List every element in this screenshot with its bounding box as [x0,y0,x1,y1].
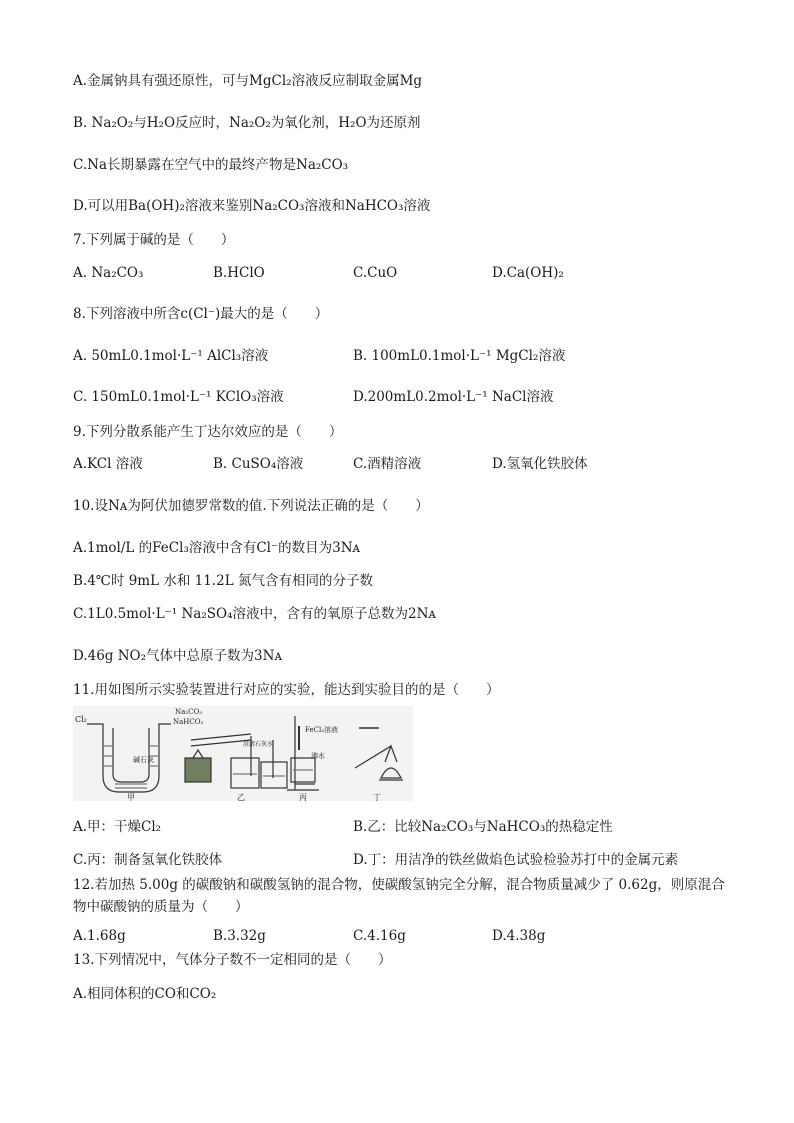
q6-option-c: C.Na长期暴露在空气中的最终产物是Na₂CO₃ [73,157,349,173]
q11-option-c: C.丙：制备氢氧化铁胶体 [73,852,223,868]
q11-apparatus-figure [73,706,413,801]
q7-option-c: C.CuO [353,265,398,281]
q8-options-row2 [73,388,733,408]
label-cl2: Cl₂ [75,715,87,724]
q12-options [73,927,733,947]
q10-option-a: A.1mol/L 的FeCl₃溶液中含有Cl⁻的数目为3Nᴀ [73,540,361,556]
q11-option-b: B.乙：比较Na₂CO₃与NaHCO₃的热稳定性 [353,819,613,835]
q7-option-b: B.HClO [213,265,265,281]
q13-stem: 13.下列情况中，气体分子数不一定相同的是（ ） [73,952,392,968]
label-soda-lime: 碱石灰 [133,756,154,764]
q11-option-a: A.甲：干燥Cl₂ [73,819,162,835]
label-ding: 丁 [373,793,381,801]
label-yi: 乙 [237,793,245,801]
label-boiling-water: 沸水 [311,752,325,760]
label-limewater: 澄清石灰水 [243,741,274,748]
q9-option-c: C.酒精溶液 [353,456,422,472]
q11-stem: 11.用如图所示实验装置进行对应的实验，能达到实验目的的是（ ） [73,682,500,698]
q12-option-d: D.4.38g [492,928,546,944]
q10-option-b: B.4℃时 9mL 水和 11.2L 氮气含有相同的分子数 [73,573,373,589]
q7-option-d: D.Ca(OH)₂ [492,265,564,281]
q12-option-b: B.3.32g [213,928,266,944]
label-bing: 丙 [299,793,307,801]
q12-stem: 12.若加热 5.00g 的碳酸钠和碳酸氢钠的混合物，使碳酸氢钠完全分解，混合物质量减少了 0.62g，则原混合物中碳酸钠的质量为（ ） [73,877,725,915]
q8-option-c: C. 150mL0.1mol·L⁻¹ KClO₃溶液 [73,389,284,405]
q8-options-row1 [73,347,733,367]
q11-option-d: D.丁：用洁净的铁丝做焰色试验检验苏打中的金属元素 [353,852,679,868]
label-fecl3: FeCl₃溶液 [305,726,339,734]
q11-options-row2 [73,851,733,871]
q7-options [73,264,733,284]
q6-option-d: D.可以用Ba(OH)₂溶液来鉴别Na₂CO₃溶液和NaHCO₃溶液 [73,198,431,214]
label-jia: 甲 [127,793,135,801]
q8-option-a: A. 50mL0.1mol·L⁻¹ AlCl₃溶液 [73,348,269,364]
q6-option-a: A.金属钠具有强还原性，可与MgCl₂溶液反应制取金属Mg [73,73,423,89]
label-na2co3: Na₂CO₃ [175,708,203,716]
q9-option-b: B. CuSO₄溶液 [213,456,304,472]
q9-stem: 9.下列分散系能产生丁达尔效应的是（ ） [73,424,343,440]
q12-option-a: A.1.68g [73,928,126,944]
q8-option-b: B. 100mL0.1mol·L⁻¹ MgCl₂溶液 [353,348,566,364]
q7-option-a: A. Na₂CO₃ [73,265,144,281]
q7-stem: 7.下列属于碱的是（ ） [73,232,235,248]
q10-stem: 10.设Nᴀ为阿伏加德罗常数的值.下列说法正确的是（ ） [73,498,429,514]
q8-option-d: D.200mL0.2mol·L⁻¹ NaCl溶液 [353,389,554,405]
q11-options-row1 [73,818,733,838]
q12-option-c: C.4.16g [353,928,406,944]
label-nahco3: NaHCO₃ [173,718,204,726]
q6-option-b: B. Na₂O₂与H₂O反应时，Na₂O₂为氧化剂，H₂O为还原剂 [73,115,421,131]
q13-option-a: A.相同体积的CO和CO₂ [73,986,217,1002]
q10-option-c: C.1L0.5mol·L⁻¹ Na₂SO₄溶液中，含有的氧原子总数为2Nᴀ [73,606,437,622]
q9-option-d: D.氢氧化铁胶体 [492,456,588,472]
q9-option-a: A.KCl 溶液 [73,456,143,472]
q10-option-d: D.46g NO₂气体中总原子数为3Nᴀ [73,648,283,664]
q9-options [73,455,733,475]
q8-stem: 8.下列溶液中所含c(Cl⁻)最大的是（ ） [73,306,329,322]
